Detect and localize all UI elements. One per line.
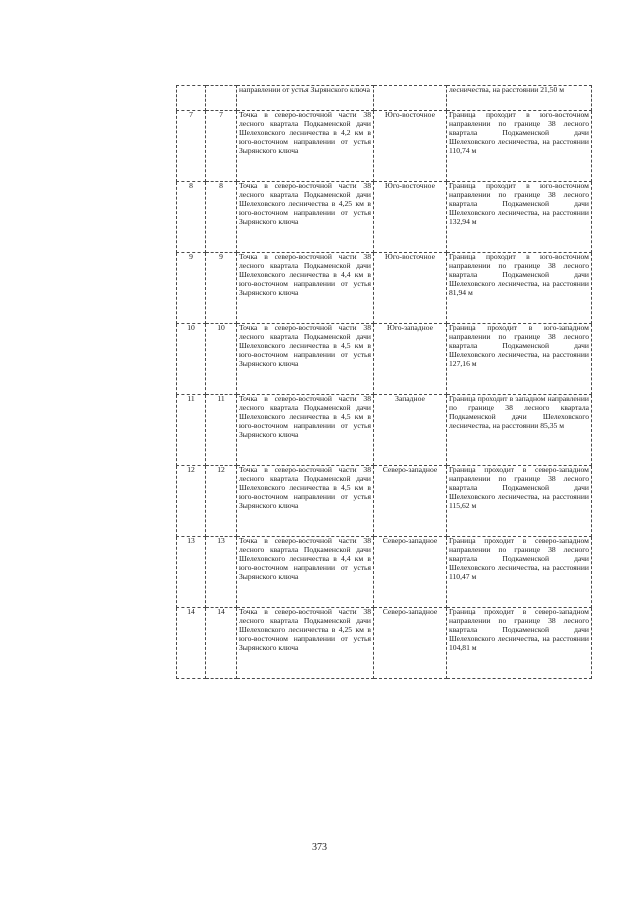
table-row (177, 111, 592, 182)
boundary-description-cell: Граница проходит в северо-западном направлении по границе 38 лесного квартала Подкаменской дачи Шелеховского лесничества, на расстоянии 115,62 м (447, 466, 592, 537)
table-row (177, 324, 592, 395)
point-number-cell: 8 (206, 182, 237, 253)
point-description-cell: Точка в северо-восточной части 38 лесного квартала Подкаменской дачи Шелеховского лесничества в 4,5 км в юго-восточном направлении от устья Зырянского ключа (237, 324, 374, 395)
boundary-description-cell: Граница проходит в юго-восточном направлении по границе 38 лесного квартала Подкаменской дачи Шелеховского лесничества, на расстоянии 132,94 м (447, 182, 592, 253)
index-cell: 9 (177, 253, 206, 324)
boundary-description-cell: Граница проходит в юго-западном направлении по границе 38 лесного квартала Подкаменской дачи Шелеховского лесничества, на расстоянии 127,16 м (447, 324, 592, 395)
boundary-description-cell: Граница проходит в юго-восточном направлении по границе 38 лесного квартала Подкаменской дачи Шелеховского лесничества, на расстоянии 81,94 м (447, 253, 592, 324)
index-cell: 13 (177, 537, 206, 608)
point-number-cell: 7 (206, 111, 237, 182)
table-body (177, 86, 592, 679)
direction-cell: Юго-восточное (374, 111, 447, 182)
boundary-description-cell: Граница проходит в западном направлении по границе 38 лесного квартала Подкаменской дачи Шелеховского лесничества, на расстоянии 85,35 м (447, 395, 592, 466)
point-description-cell: направлении от устья Зырянского ключа (237, 86, 374, 111)
point-number-cell: 10 (206, 324, 237, 395)
direction-cell: Западное (374, 395, 447, 466)
direction-cell (374, 86, 447, 111)
point-description-cell: Точка в северо-восточной части 38 лесного квартала Подкаменской дачи Шелеховского лесничества в 4,5 км в юго-восточном направлении от устья Зырянского ключа (237, 395, 374, 466)
point-description-cell: Точка в северо-восточной части 38 лесного квартала Подкаменской дачи Шелеховского лесничества в 4,4 км в юго-восточном направлении от устья Зырянского ключа (237, 537, 374, 608)
point-description-cell: Точка в северо-восточной части 38 лесного квартала Подкаменской дачи Шелеховского лесничества в 4,5 км в юго-восточном направлении от устья Зырянского ключа (237, 466, 374, 537)
direction-cell: Северо-западное (374, 466, 447, 537)
point-number-cell: 14 (206, 608, 237, 679)
table-row (177, 395, 592, 466)
boundary-points-table (176, 85, 592, 679)
table-row (177, 608, 592, 679)
table-row (177, 253, 592, 324)
direction-cell: Юго-восточное (374, 182, 447, 253)
direction-cell: Северо-западное (374, 608, 447, 679)
table-row (177, 182, 592, 253)
boundary-description-cell: Граница проходит в северо-западном направлении по границе 38 лесного квартала Подкаменской дачи Шелеховского лесничества, на расстоянии 110,47 м (447, 537, 592, 608)
table-row-continuation (177, 86, 592, 111)
index-cell: 14 (177, 608, 206, 679)
point-number-cell: 11 (206, 395, 237, 466)
point-number-cell: 12 (206, 466, 237, 537)
index-cell: 10 (177, 324, 206, 395)
index-cell: 11 (177, 395, 206, 466)
point-number-cell: 9 (206, 253, 237, 324)
page-number: 373 (312, 842, 327, 853)
index-cell: 7 (177, 111, 206, 182)
index-cell: 8 (177, 182, 206, 253)
point-description-cell: Точка в северо-восточной части 38 лесного квартала Подкаменской дачи Шелеховского лесничества в 4,25 км в юго-восточном направлении от устья Зырянского ключа (237, 608, 374, 679)
index-cell (177, 86, 206, 111)
point-description-cell: Точка в северо-восточной части 38 лесного квартала Подкаменской дачи Шелеховского лесничества в 4,2 км в юго-восточном направлении от устья Зырянского ключа (237, 111, 374, 182)
point-description-cell: Точка в северо-восточной части 38 лесного квартала Подкаменской дачи Шелеховского лесничества в 4,4 км в юго-восточном направлении от устья Зырянского ключа (237, 253, 374, 324)
boundary-description-cell: Граница проходит в юго-восточном направлении по границе 38 лесного квартала Подкаменской дачи Шелеховского лесничества, на расстоянии 110,74 м (447, 111, 592, 182)
point-description-cell: Точка в северо-восточной части 38 лесного квартала Подкаменской дачи Шелеховского лесничества в 4,25 км в юго-восточном направлении от устья Зырянского ключа (237, 182, 374, 253)
direction-cell: Северо-западное (374, 537, 447, 608)
point-number-cell: 13 (206, 537, 237, 608)
direction-cell: Юго-западное (374, 324, 447, 395)
point-number-cell (206, 86, 237, 111)
index-cell: 12 (177, 466, 206, 537)
table-row (177, 537, 592, 608)
table-row (177, 466, 592, 537)
boundary-description-cell: лесничества, на расстоянии 21,50 м (447, 86, 592, 111)
direction-cell: Юго-восточное (374, 253, 447, 324)
boundary-description-cell: Граница проходит в северо-западном направлении по границе 38 лесного квартала Подкаменской дачи Шелеховского лесничества, на расстоянии 104,81 м (447, 608, 592, 679)
